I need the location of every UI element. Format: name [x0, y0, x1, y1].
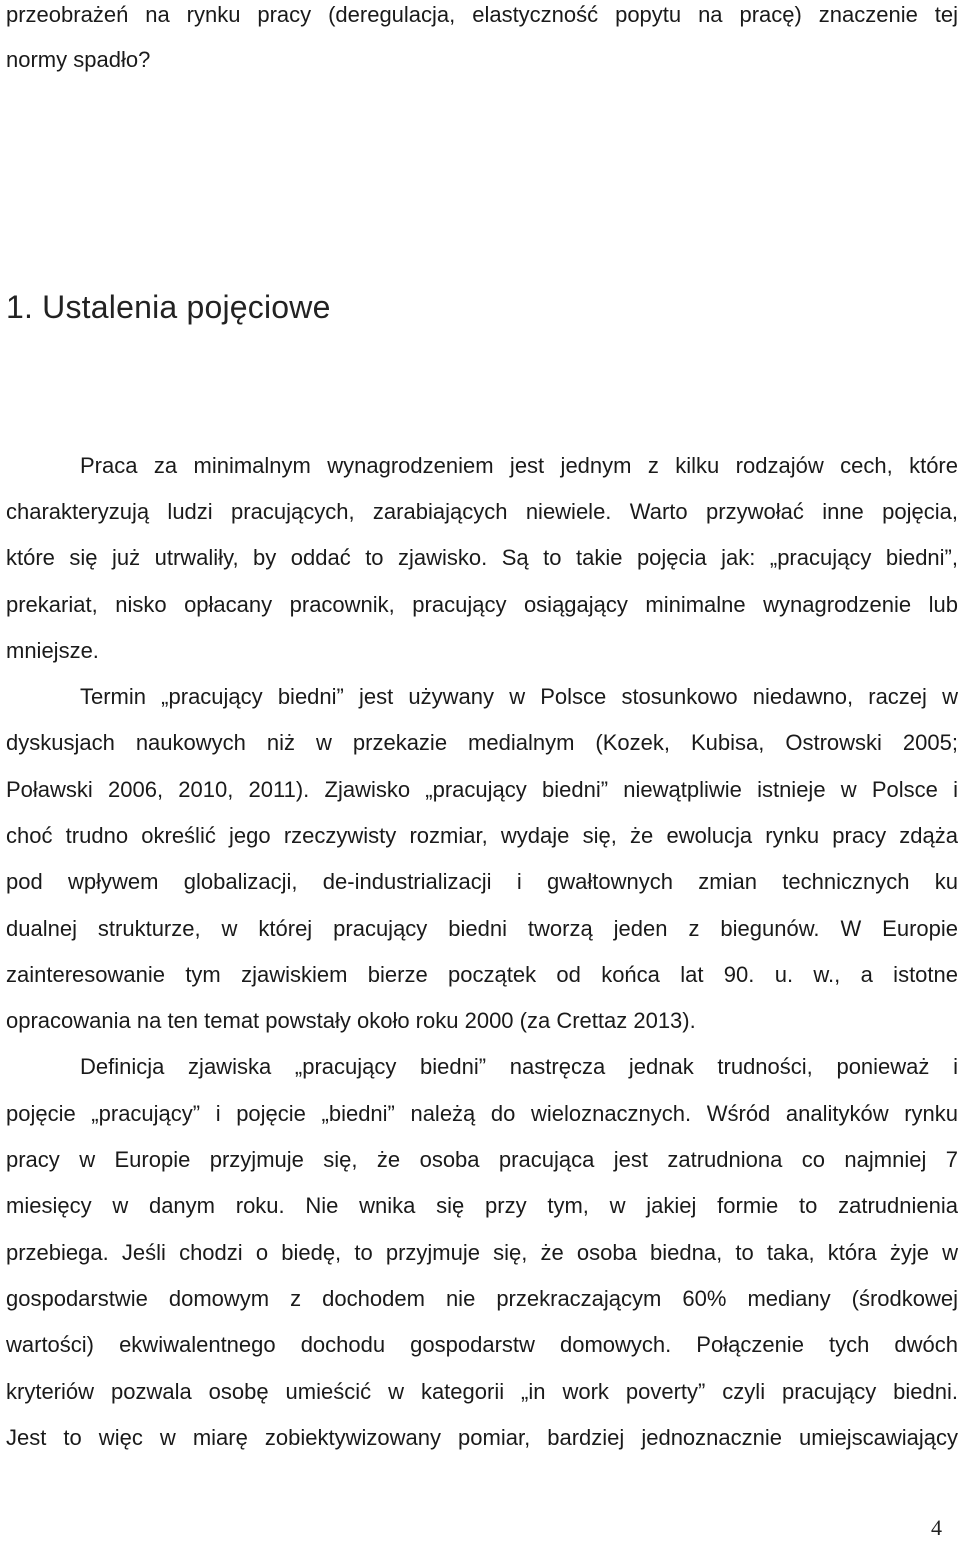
text-line: dyskusjach naukowych niż w przekazie medialnym (Kozek, Kubisa, Ostrowski 2005;	[6, 730, 958, 755]
text-line: normy spadło?	[6, 47, 151, 72]
text-line: Jest to więc w miarę zobiektywizowany pomiar, bardziej jednoznacznie umiejscawiający	[6, 1425, 958, 1450]
text-line: gospodarstwie domowym z dochodem nie przekraczającym 60% mediany (środkowej	[6, 1286, 958, 1311]
text-line: pojęcie „pracujący” i pojęcie „biedni” należą do wieloznacznych. Wśród analityków rynku	[6, 1101, 958, 1126]
text-line: przeobrażeń na rynku pracy (deregulacja, elastyczność popytu na pracę) znaczenie tej	[6, 2, 958, 27]
text-line: choć trudno określić jego rzeczywisty rozmiar, wydaje się, że ewolucja rynku pracy zdąża	[6, 823, 958, 848]
page-number: 4	[931, 1515, 942, 1540]
text-line: pracy w Europie przyjmuje się, że osoba pracująca jest zatrudniona co najmniej 7	[6, 1147, 958, 1172]
text-line: Definicja zjawiska „pracujący biedni” nastręcza jednak trudności, ponieważ i	[80, 1054, 958, 1079]
text-line: Poławski 2006, 2010, 2011). Zjawisko „pracujący biedni” niewątpliwie istnieje w Polsce i	[6, 777, 958, 802]
text-line: Praca za minimalnym wynagrodzeniem jest jednym z kilku rodzajów cech, które	[80, 453, 958, 478]
text-line: miesięcy w danym roku. Nie wnika się przy tym, w jakiej formie to zatrudnienia	[6, 1193, 958, 1218]
text-line: zainteresowanie tym zjawiskiem bierze początek od końca lat 90. u. w., a istotne	[6, 962, 958, 987]
text-line: wartości) ekwiwalentnego dochodu gospodarstw domowych. Połączenie tych dwóch	[6, 1332, 958, 1357]
text-line: prekariat, nisko opłacany pracownik, pracujący osiągający minimalne wynagrodzenie lub	[6, 592, 958, 617]
text-line: Termin „pracujący biedni” jest używany w Polsce stosunkowo niedawno, raczej w	[80, 684, 958, 709]
text-line: które się już utrwaliły, by oddać to zjawisko. Są to takie pojęcia jak: „pracujący biedni”,	[6, 545, 958, 570]
text-line: opracowania na ten temat powstały około roku 2000 (za Crettaz 2013).	[6, 1008, 696, 1033]
text-line: dualnej strukturze, w której pracujący biedni tworzą jeden z biegunów. W Europie	[6, 916, 958, 941]
section-heading: 1. Ustalenia pojęciowe	[6, 289, 331, 325]
text-line: pod wpływem globalizacji, de-industrializacji i gwałtownych zmian technicznych ku	[6, 869, 958, 894]
text-line: mniejsze.	[6, 638, 99, 663]
text-line: przebiega. Jeśli chodzi o biedę, to przyjmuje się, że osoba biedna, to taka, która żyje w	[6, 1240, 958, 1265]
text-line: kryteriów pozwala osobę umieścić w kategorii „in work poverty” czyli pracujący biedni.	[6, 1379, 958, 1404]
text-line: charakteryzują ludzi pracujących, zarabiających niewiele. Warto przywołać inne pojęcia,	[6, 499, 958, 524]
